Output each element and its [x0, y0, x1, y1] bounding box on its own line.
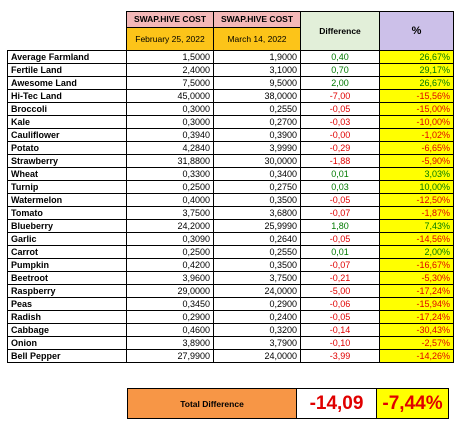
price-feb-cell: 3,7500	[127, 207, 214, 220]
header-difference: Difference	[301, 12, 380, 51]
item-name-cell: Peas	[8, 298, 127, 311]
percent-cell: -30,43%	[380, 324, 454, 337]
price-mar-cell: 3,9990	[214, 142, 301, 155]
difference-cell: -0,05	[301, 233, 380, 246]
price-mar-cell: 38,0000	[214, 90, 301, 103]
table-row	[8, 311, 454, 324]
price-feb-cell: 0,4600	[127, 324, 214, 337]
item-name-cell: Radish	[8, 311, 127, 324]
percent-cell: -2,57%	[380, 337, 454, 350]
item-name-cell: Fertile Land	[8, 64, 127, 77]
difference-cell: -0,05	[301, 103, 380, 116]
price-mar-cell: 0,2900	[214, 298, 301, 311]
header-cost-1: SWAP.HIVE COST	[127, 12, 214, 28]
table-row	[8, 129, 454, 142]
difference-cell: -0,06	[301, 298, 380, 311]
table-row	[8, 233, 454, 246]
percent-cell: -1,87%	[380, 207, 454, 220]
price-feb-cell: 0,3000	[127, 103, 214, 116]
item-name-cell: Onion	[8, 337, 127, 350]
table-row	[8, 337, 454, 350]
item-name-cell: Broccoli	[8, 103, 127, 116]
total-value: -14,09	[297, 389, 377, 419]
difference-cell: -0,07	[301, 259, 380, 272]
total-row	[128, 389, 449, 419]
price-mar-cell: 24,0000	[214, 350, 301, 363]
percent-cell: -5,90%	[380, 155, 454, 168]
item-name-cell: Cabbage	[8, 324, 127, 337]
price-mar-cell: 0,2700	[214, 116, 301, 129]
price-feb-cell: 0,3090	[127, 233, 214, 246]
item-name-cell: Garlic	[8, 233, 127, 246]
price-mar-cell: 0,3200	[214, 324, 301, 337]
percent-cell: -16,67%	[380, 259, 454, 272]
difference-cell: -0,21	[301, 272, 380, 285]
header-row-cost	[8, 12, 454, 28]
percent-cell: 7,43%	[380, 220, 454, 233]
item-name-cell: Average Farmland	[8, 51, 127, 64]
price-mar-cell: 3,7900	[214, 337, 301, 350]
percent-cell: 26,67%	[380, 77, 454, 90]
price-feb-cell: 3,8900	[127, 337, 214, 350]
table-row	[8, 350, 454, 363]
table-row	[8, 246, 454, 259]
percent-cell: -12,50%	[380, 194, 454, 207]
table-row	[8, 259, 454, 272]
item-name-cell: Potato	[8, 142, 127, 155]
difference-cell: -0,14	[301, 324, 380, 337]
header-percent: %	[380, 12, 454, 51]
item-name-cell: Cauliflower	[8, 129, 127, 142]
percent-cell: 29,17%	[380, 64, 454, 77]
table-row	[8, 155, 454, 168]
price-feb-cell: 2,4000	[127, 64, 214, 77]
difference-cell: 2,00	[301, 77, 380, 90]
percent-cell: -6,65%	[380, 142, 454, 155]
difference-cell: 0,03	[301, 181, 380, 194]
table-row	[8, 64, 454, 77]
item-name-cell: Carrot	[8, 246, 127, 259]
price-feb-cell: 0,3000	[127, 116, 214, 129]
table-row	[8, 90, 454, 103]
item-name-cell: Kale	[8, 116, 127, 129]
table-row	[8, 51, 454, 64]
price-mar-cell: 30,0000	[214, 155, 301, 168]
item-name-cell: Beetroot	[8, 272, 127, 285]
total-label: Total Difference	[128, 389, 297, 419]
item-name-cell: Hi-Tec Land	[8, 90, 127, 103]
table-row	[8, 272, 454, 285]
price-feb-cell: 0,4200	[127, 259, 214, 272]
percent-cell: -15,94%	[380, 298, 454, 311]
price-mar-cell: 1,9000	[214, 51, 301, 64]
table-row	[8, 103, 454, 116]
price-feb-cell: 0,3300	[127, 168, 214, 181]
difference-cell: 0,40	[301, 51, 380, 64]
percent-cell: 3,03%	[380, 168, 454, 181]
price-feb-cell: 24,2000	[127, 220, 214, 233]
price-feb-cell: 0,3450	[127, 298, 214, 311]
price-mar-cell: 0,3900	[214, 129, 301, 142]
difference-cell: -7,00	[301, 90, 380, 103]
table-row	[8, 324, 454, 337]
price-mar-cell: 0,2550	[214, 103, 301, 116]
price-feb-cell: 27,9900	[127, 350, 214, 363]
price-mar-cell: 0,2400	[214, 311, 301, 324]
difference-cell: 0,01	[301, 168, 380, 181]
table-row	[8, 194, 454, 207]
difference-cell: -3,99	[301, 350, 380, 363]
price-mar-cell: 3,1000	[214, 64, 301, 77]
difference-cell: 0,01	[301, 246, 380, 259]
table-row	[8, 181, 454, 194]
percent-cell: -14,56%	[380, 233, 454, 246]
header-date-1: February 25, 2022	[127, 28, 214, 51]
difference-cell: -1,88	[301, 155, 380, 168]
percent-cell: -15,56%	[380, 90, 454, 103]
item-name-cell: Blueberry	[8, 220, 127, 233]
price-mar-cell: 0,3500	[214, 194, 301, 207]
difference-cell: -0,05	[301, 311, 380, 324]
percent-cell: 2,00%	[380, 246, 454, 259]
price-mar-cell: 3,6800	[214, 207, 301, 220]
total-percent: -7,44%	[377, 389, 449, 419]
price-table	[7, 11, 454, 363]
difference-cell: 1,80	[301, 220, 380, 233]
price-feb-cell: 0,2900	[127, 311, 214, 324]
item-name-cell: Awesome Land	[8, 77, 127, 90]
header-cost-2: SWAP.HIVE COST	[214, 12, 301, 28]
price-comparison-sheet	[7, 11, 454, 363]
item-name-cell: Raspberry	[8, 285, 127, 298]
percent-cell: -17,24%	[380, 285, 454, 298]
price-mar-cell: 24,0000	[214, 285, 301, 298]
difference-cell: -0,29	[301, 142, 380, 155]
table-row	[8, 298, 454, 311]
price-mar-cell: 0,3500	[214, 259, 301, 272]
percent-cell: -1,02%	[380, 129, 454, 142]
price-feb-cell: 0,2500	[127, 246, 214, 259]
item-name-cell: Tomato	[8, 207, 127, 220]
percent-cell: -15,00%	[380, 103, 454, 116]
price-feb-cell: 0,4000	[127, 194, 214, 207]
price-feb-cell: 45,0000	[127, 90, 214, 103]
item-name-cell: Wheat	[8, 168, 127, 181]
price-feb-cell: 7,5000	[127, 77, 214, 90]
difference-cell: -5,00	[301, 285, 380, 298]
table-row	[8, 168, 454, 181]
price-feb-cell: 29,0000	[127, 285, 214, 298]
price-feb-cell: 4,2840	[127, 142, 214, 155]
table-row	[8, 142, 454, 155]
price-mar-cell: 0,2640	[214, 233, 301, 246]
header-blank-cell	[8, 12, 127, 51]
difference-cell: 0,70	[301, 64, 380, 77]
price-feb-cell: 3,9600	[127, 272, 214, 285]
table-row	[8, 77, 454, 90]
price-feb-cell: 31,8800	[127, 155, 214, 168]
price-mar-cell: 3,7500	[214, 272, 301, 285]
percent-cell: 26,67%	[380, 51, 454, 64]
price-mar-cell: 0,3400	[214, 168, 301, 181]
percent-cell: -5,30%	[380, 272, 454, 285]
price-mar-cell: 9,5000	[214, 77, 301, 90]
price-feb-cell: 0,3940	[127, 129, 214, 142]
percent-cell: -14,26%	[380, 350, 454, 363]
item-name-cell: Watermelon	[8, 194, 127, 207]
total-difference-table	[127, 388, 449, 419]
table-row	[8, 116, 454, 129]
item-name-cell: Strawberry	[8, 155, 127, 168]
difference-cell: -0,10	[301, 337, 380, 350]
percent-cell: 10,00%	[380, 181, 454, 194]
percent-cell: -10,00%	[380, 116, 454, 129]
price-feb-cell: 1,5000	[127, 51, 214, 64]
table-row	[8, 220, 454, 233]
table-row	[8, 207, 454, 220]
item-name-cell: Bell Pepper	[8, 350, 127, 363]
difference-cell: -0,07	[301, 207, 380, 220]
difference-cell: -0,03	[301, 116, 380, 129]
difference-cell: -0,05	[301, 194, 380, 207]
percent-cell: -17,24%	[380, 311, 454, 324]
price-mar-cell: 25,9990	[214, 220, 301, 233]
price-feb-cell: 0,2500	[127, 181, 214, 194]
item-name-cell: Pumpkin	[8, 259, 127, 272]
table-row	[8, 285, 454, 298]
item-name-cell: Turnip	[8, 181, 127, 194]
price-mar-cell: 0,2750	[214, 181, 301, 194]
header-date-2: March 14, 2022	[214, 28, 301, 51]
price-mar-cell: 0,2550	[214, 246, 301, 259]
difference-cell: -0,00	[301, 129, 380, 142]
